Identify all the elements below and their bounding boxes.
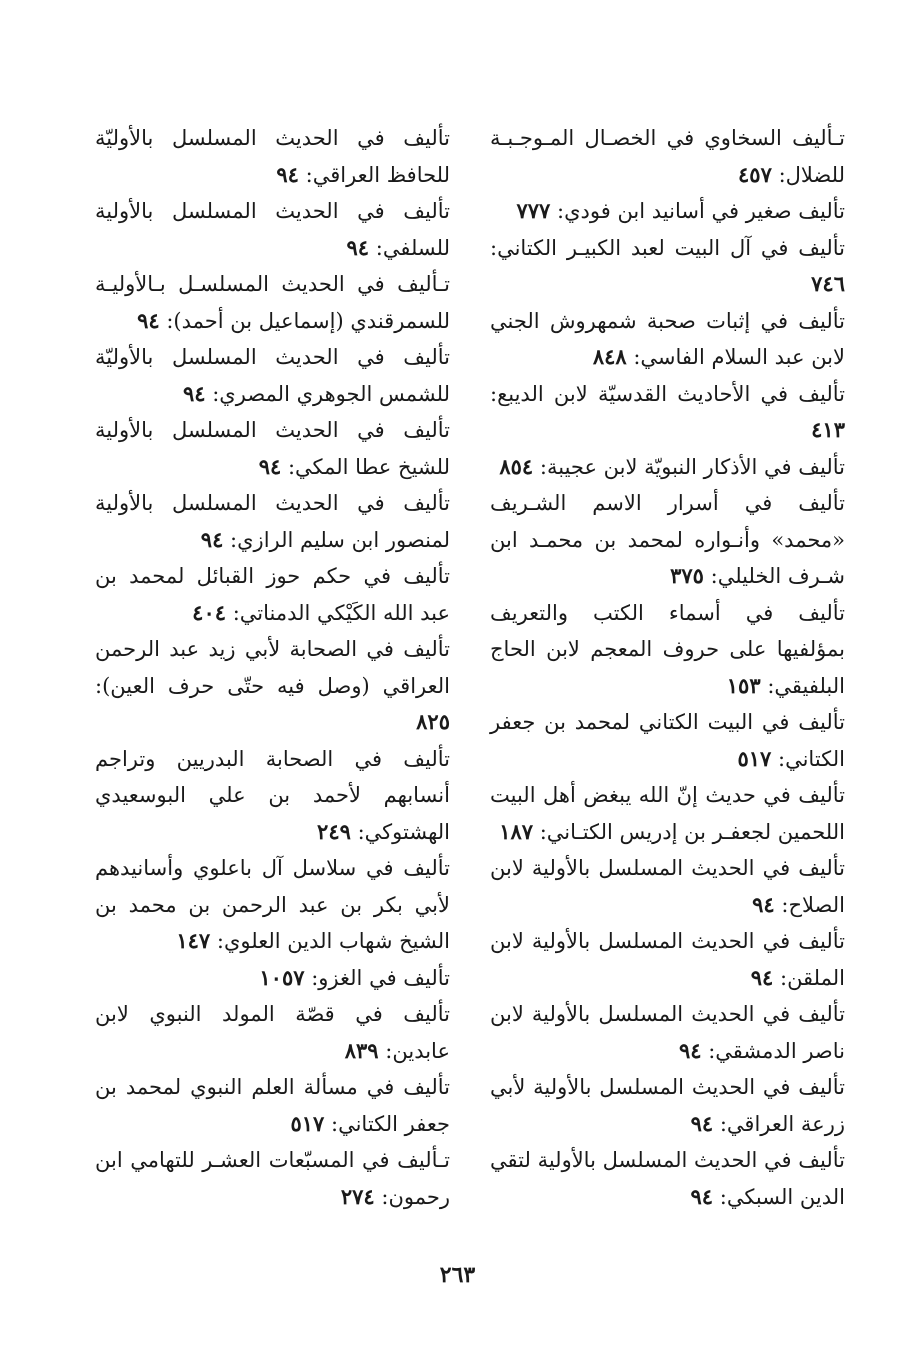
entry-title: تأليف في الحديث المسلسل بالأوليّة للحافظ العراقي <box>95 126 450 187</box>
index-entry <box>95 193 450 266</box>
entry-title: تأليف في أسرار الاسم الشـريف «محمد» وأنـواره لمحمد بن محمـد ابن شـرف الخليلي <box>490 491 845 588</box>
left-column <box>95 120 450 1215</box>
entry-colon: : <box>719 1184 727 1209</box>
entry-page-number: ١٨٧ <box>499 818 534 844</box>
index-entry <box>490 120 845 193</box>
entry-page-number: ٩٤ <box>346 234 370 260</box>
entry-page-number: ٩٤ <box>752 891 775 917</box>
index-entry <box>490 376 845 449</box>
entry-colon: : <box>166 308 174 333</box>
entry-page-number: ١٠٥٧ <box>259 964 305 990</box>
page-number: ٢٦٣ <box>439 1262 476 1288</box>
index-entry <box>490 193 845 230</box>
entry-title: تأليف صغير في أسانيد ابن فودي <box>564 199 845 223</box>
index-entry <box>95 1142 450 1215</box>
entry-colon: : <box>232 600 240 625</box>
entry-colon: : <box>385 1038 393 1063</box>
entry-title: تأليف في الأذكار النبويّة لابن عجيبة <box>546 454 845 479</box>
entry-title: تأليف في قصّة المولد النبوي لابن عابدين <box>95 1002 450 1063</box>
entry-colon: : <box>490 381 498 406</box>
entry-page-number: ٢٤٩ <box>317 818 351 844</box>
entry-title: تأليف في الصحابة لأبي زيد عبد الرحمن العراقي (وصل فيه حتّى حرف العين) <box>95 637 450 698</box>
entry-colon: : <box>778 746 786 771</box>
entry-colon: : <box>778 162 786 187</box>
right-column <box>490 120 845 1215</box>
entry-colon: : <box>311 965 319 990</box>
entry-title: تأليف في الحديث المسلسل بالأولية لابن الملقن <box>490 929 845 990</box>
entry-page-number: ١٤٧ <box>176 928 211 953</box>
index-entry <box>490 777 845 850</box>
entry-title: تـأليف في الحديث المسلسـل بـالأوليـة للسمرقندي (إسماعيل بن أحمد) <box>95 272 450 333</box>
index-entry <box>490 595 845 705</box>
entry-title: تأليف في الغزو <box>318 965 450 990</box>
index-entry <box>490 923 845 996</box>
entry-page-number: ٩٤ <box>690 1183 714 1209</box>
entry-page-number: ٣٧٥ <box>670 563 704 588</box>
entry-title: تـأليف السخاوي في الخصـال المـوجـبـة للضلال <box>490 126 845 187</box>
entry-title: تأليف في أسماء الكتب والتعريف بمؤلفيها على حروف المعجم لابن الحاج البلفيقي <box>490 600 845 698</box>
index-entry <box>490 1142 845 1215</box>
entry-title: تأليف في حديث إنّ الله يبغض أهل البيت اللحمين لجعفـر بن إدريس الكتـاني <box>490 783 845 844</box>
index-entry <box>490 230 845 303</box>
entry-colon: : <box>212 381 220 406</box>
entry-page-number: ٤٠٤ <box>192 599 227 625</box>
entry-title: تأليف في آل البيت لعبد الكبيـر الكتاني <box>497 235 845 260</box>
index-entry <box>95 558 450 631</box>
entry-page-number: ٥١٧ <box>737 745 772 771</box>
entry-colon: : <box>305 162 313 187</box>
index-entry <box>95 412 450 485</box>
entry-colon: : <box>375 235 383 260</box>
entry-page-number: ٩٤ <box>678 1037 702 1063</box>
entry-colon: : <box>539 819 547 844</box>
index-entry <box>490 303 845 376</box>
entry-colon: : <box>95 673 103 698</box>
index-entry <box>95 339 450 412</box>
entry-page-number: ٩٤ <box>276 161 299 187</box>
index-entry <box>490 704 845 777</box>
entry-colon: : <box>719 1111 727 1136</box>
entry-title: تأليف في مسألة العلم النبوي لمحمد بن جعفر الكتاني <box>95 1075 450 1136</box>
index-entry <box>490 1069 845 1142</box>
entry-title: تأليف في الحديث المسلسل بالأولية للسلفي <box>95 199 450 260</box>
entry-colon: : <box>216 929 224 953</box>
entry-colon: : <box>357 819 365 844</box>
entry-page-number: ١٥٣ <box>726 672 761 698</box>
entry-title: تأليف في سلاسل آل باعلوي وأسانيدهم لأبي بكر بن عبد الرحمن بن محمد بن الشيخ شهاب الدين العلوي <box>95 856 450 953</box>
index-entry <box>95 1069 450 1142</box>
entry-title: تأليف في الحديث المسلسل بالأولية للشيخ عطا المكي <box>95 418 450 479</box>
entry-colon: : <box>708 1038 716 1063</box>
entry-title: تأليف في حكم حوز القبائل لمحمد بن عبد الله الكَيْكي الدمناتي <box>95 564 450 625</box>
index-entry <box>490 485 845 595</box>
entry-colon: : <box>781 892 789 917</box>
entry-title: تأليف في الصحابة البدريين وتراجم أنسابهم لأحمد بن علي البوسعيدي الهشتوكي <box>95 746 450 844</box>
entry-page-number: ٨٢٥ <box>416 709 450 734</box>
entry-title: تأليف في الحديث المسلسل بالأولية لتقي الدين السبكي <box>490 1148 845 1209</box>
entry-title: تـأليف في المسبّعات العشـر للتهامي ابن رحمون <box>95 1148 450 1209</box>
entry-colon: : <box>331 1111 339 1136</box>
entry-colon: : <box>779 965 788 990</box>
index-entry <box>95 631 450 741</box>
entry-page-number: ٧٤٦ <box>811 271 845 296</box>
entry-title: تأليف في الحديث المسلسل بالأولية لمنصور ابن سليم الرازي <box>95 491 450 552</box>
entry-page-number: ٤١٣ <box>811 417 845 442</box>
entry-colon: : <box>539 454 547 479</box>
index-entry <box>95 120 450 193</box>
index-entry <box>95 996 450 1069</box>
entry-page-number: ٥١٧ <box>290 1110 325 1136</box>
entry-page-number: ٨٣٩ <box>344 1037 379 1063</box>
entry-title: تأليف في الأحاديث القدسيّة لابن الديبع <box>497 381 845 406</box>
entry-page-number: ٩٤ <box>200 526 224 552</box>
entry-title: تأليف في البيت الكتاني لمحمد بن جعفر الكتاني <box>490 710 845 771</box>
entry-page-number: ٨٤٨ <box>592 344 627 369</box>
entry-page-number: ٩٤ <box>182 380 206 406</box>
entry-colon: : <box>230 527 238 552</box>
index-entry <box>490 996 845 1069</box>
entry-page-number: ٧٧٧ <box>516 198 551 223</box>
entry-title: تأليف في الحديث المسلسل بالأوليّة للشمس الجوهري المصري <box>95 345 450 406</box>
entry-colon: : <box>633 345 641 369</box>
index-entry <box>95 485 450 558</box>
entry-title: تأليف في إثبات صحبة شمهروش الجني لابن عبد السلام الفاسي <box>490 308 845 369</box>
entry-title: تأليف في الحديث المسلسل بالأولية لابن الصلاح <box>490 856 845 917</box>
entry-page-number: ٩٤ <box>137 307 160 333</box>
entry-page-number: ٨٥٤ <box>499 453 534 479</box>
index-entry <box>490 449 845 486</box>
entry-title: تأليف في الحديث المسلسل بالأولية لابن ناصر الدمشقي <box>490 1002 845 1063</box>
entry-colon: : <box>557 199 565 223</box>
entry-page-number: ٩٤ <box>690 1110 714 1136</box>
index-entry <box>490 850 845 923</box>
entry-page-number: ٢٧٤ <box>340 1183 375 1209</box>
entry-colon: : <box>490 235 498 260</box>
index-entry <box>95 850 450 960</box>
entry-colon: : <box>767 673 775 698</box>
index-entry <box>95 960 450 997</box>
entry-page-number: ٩٤ <box>750 964 774 990</box>
entry-colon: : <box>381 1184 389 1209</box>
index-entry <box>95 741 450 851</box>
index-entry <box>95 266 450 339</box>
entry-colon: : <box>710 564 718 588</box>
entry-page-number: ٩٤ <box>258 453 282 479</box>
entry-colon: : <box>287 454 296 479</box>
entry-title: تأليف في الحديث المسلسل بالأولية لأبي زرعة العراقي <box>490 1075 845 1136</box>
entry-page-number: ٤٥٧ <box>738 161 772 187</box>
